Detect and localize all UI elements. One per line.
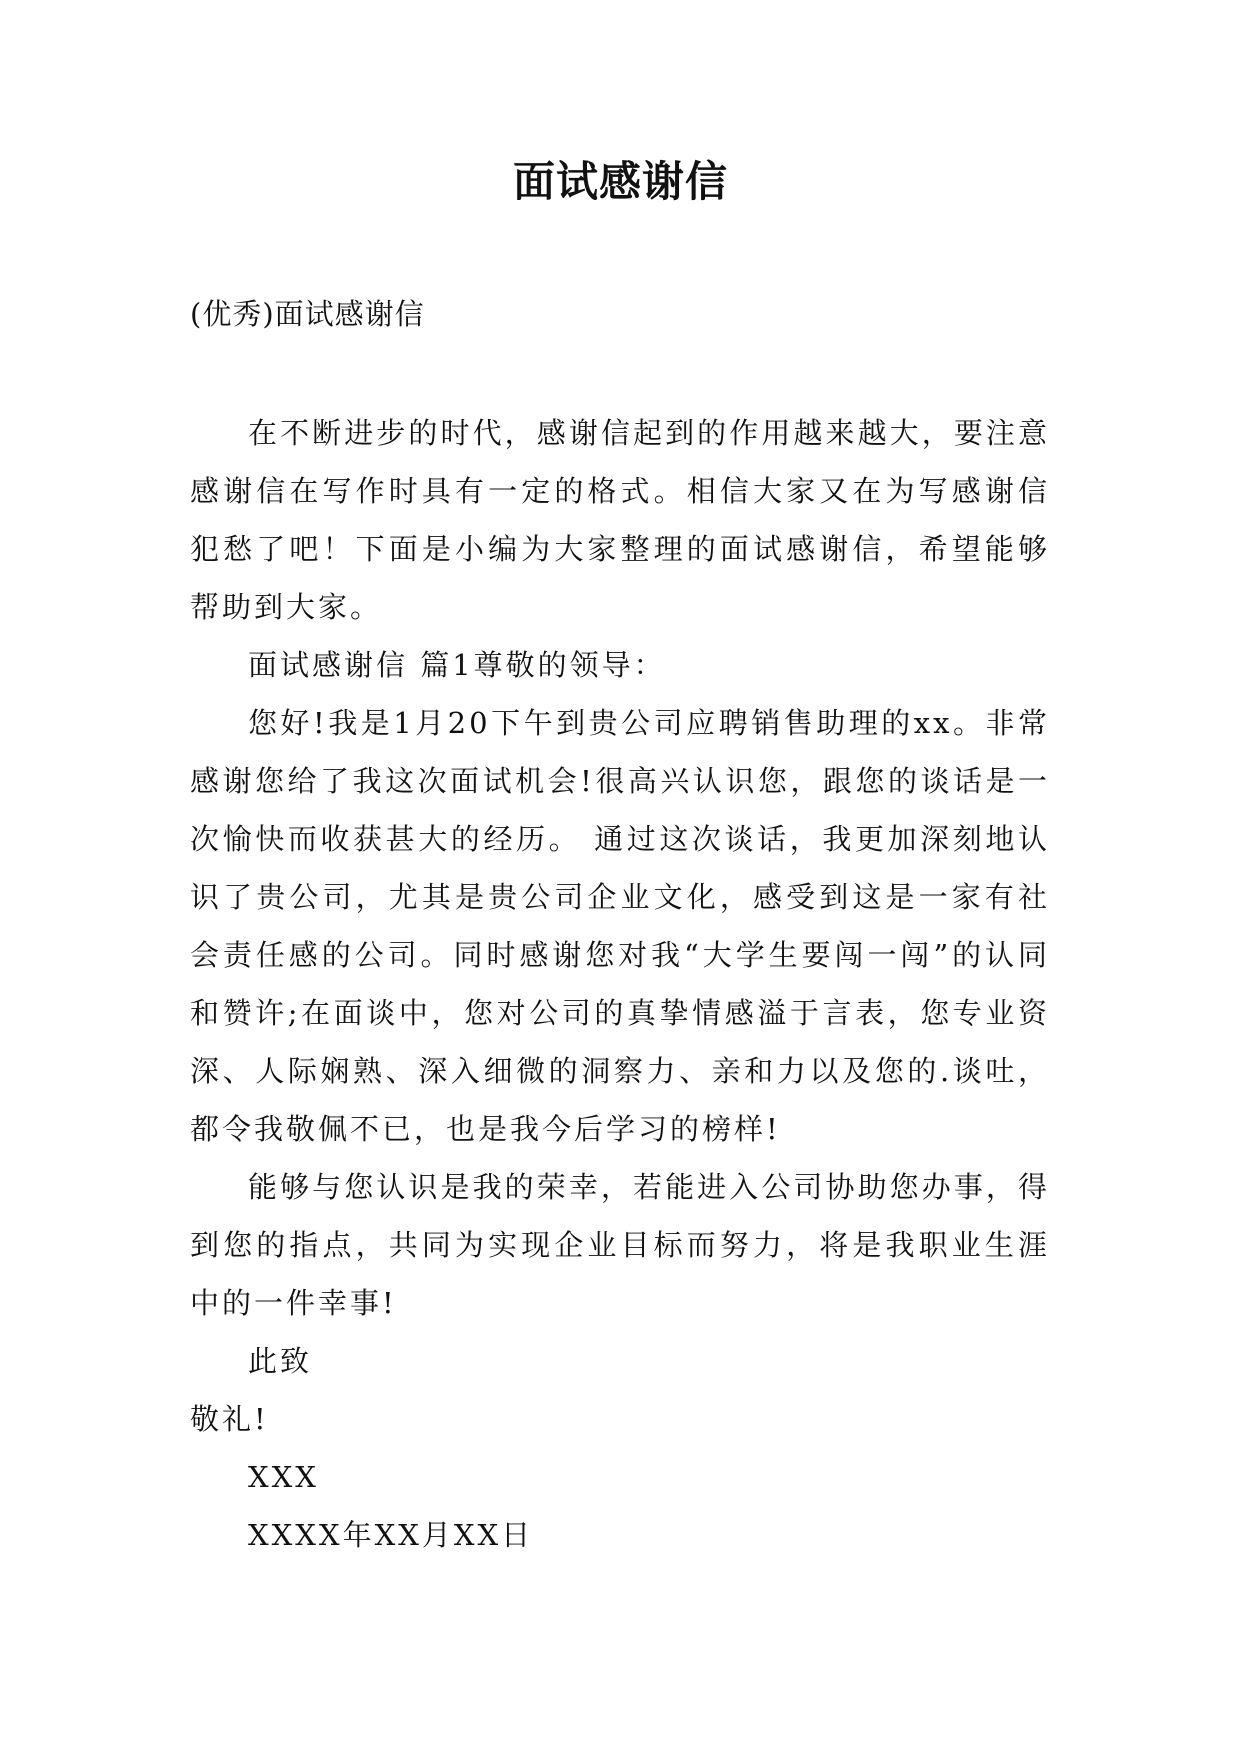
letter-heading: 面试感谢信 篇1尊敬的领导： — [248, 648, 666, 682]
intro-paragraph: 在不断进步的时代，感谢信起到的作用越来越大，要注意感谢信在写作时具有一定的格式。相信大家又在为写感谢信犯愁了吧！下面是小编为大家整理的面试感谢信，希望能够帮助到大家。 — [190, 416, 1050, 624]
salutation: 敬礼! — [190, 1402, 269, 1436]
letter-body — [190, 404, 1050, 1564]
page-title: 面试感谢信 — [512, 157, 728, 206]
letter-paragraph-1: 您好!我是1月20下午到贵公司应聘销售助理的xx。非常感谢您给了我这次面试机会!很高兴认识您，跟您的谈话是一次愉快而收获甚大的经历。 通过这次谈话，我更加深刻地认识了贵公司，尤其是贵公司企业文化，感受到这是一家有社会责任感的公司。同时感谢您对我“大学生要闯一闯”的认同和赞许;在面谈中，您对公司的真挚情感溢于言表，您专业资深、人际娴熟、深入细微的洞察力、亲和力以及您的.谈吐，都令我敬佩不已，也是我今后学习的榜样! — [190, 706, 1050, 1146]
letter-paragraph-2: 能够与您认识是我的荣幸，若能进入公司协助您办事，得到您的指点，共同为实现企业目标而努力，将是我职业生涯中的一件幸事! — [190, 1170, 1050, 1320]
signature-name: XXX — [248, 1460, 319, 1494]
signature-date: XXXX年XX月XX日 — [248, 1518, 534, 1552]
closing-line: 此致 — [248, 1344, 313, 1378]
document-subtitle: (优秀)面试感谢信 — [190, 297, 425, 331]
